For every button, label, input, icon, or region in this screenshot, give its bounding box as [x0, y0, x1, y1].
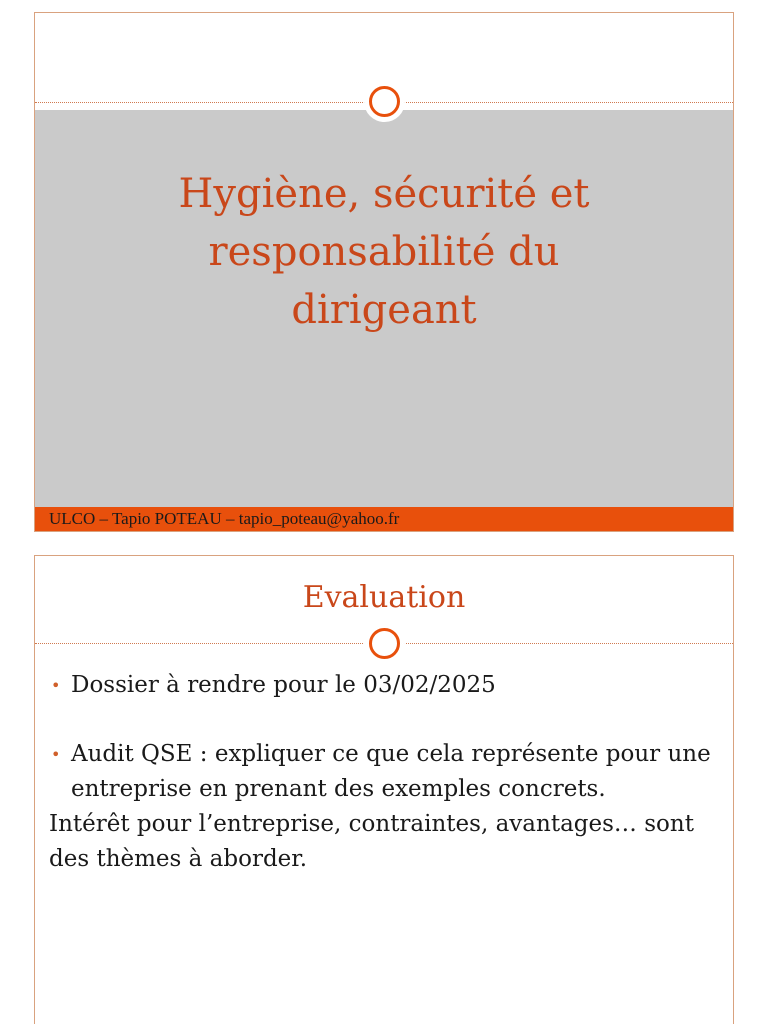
ring-ornament-icon [369, 86, 400, 117]
body-paragraph: Intérêt pour l’entreprise, contraintes, avantages… sont des thèmes à aborder. [49, 811, 694, 872]
bullet-icon: • [51, 676, 61, 695]
list-item-text: Audit QSE : expliquer ce que cela représente pour une entreprise en prenant des exemples concrets. [71, 741, 711, 802]
ring-ornament-icon [369, 628, 400, 659]
list-item-text: Dossier à rendre pour le 03/02/2025 [71, 672, 496, 698]
footer-text: ULCO – Tapio POTEAU – tapio_poteau@yahoo.fr [49, 509, 400, 528]
title-area [35, 110, 733, 508]
footer-bar [35, 507, 733, 531]
slide-content [49, 668, 719, 877]
list-item [49, 668, 719, 703]
slide-title: Hygiène, sécurité et responsabilité du dirigeant [178, 171, 590, 333]
slide-heading: Evaluation [302, 580, 466, 615]
list-item [49, 737, 719, 807]
evaluation-slide [34, 555, 734, 1024]
bullet-icon: • [51, 745, 61, 764]
title-slide [34, 12, 734, 532]
